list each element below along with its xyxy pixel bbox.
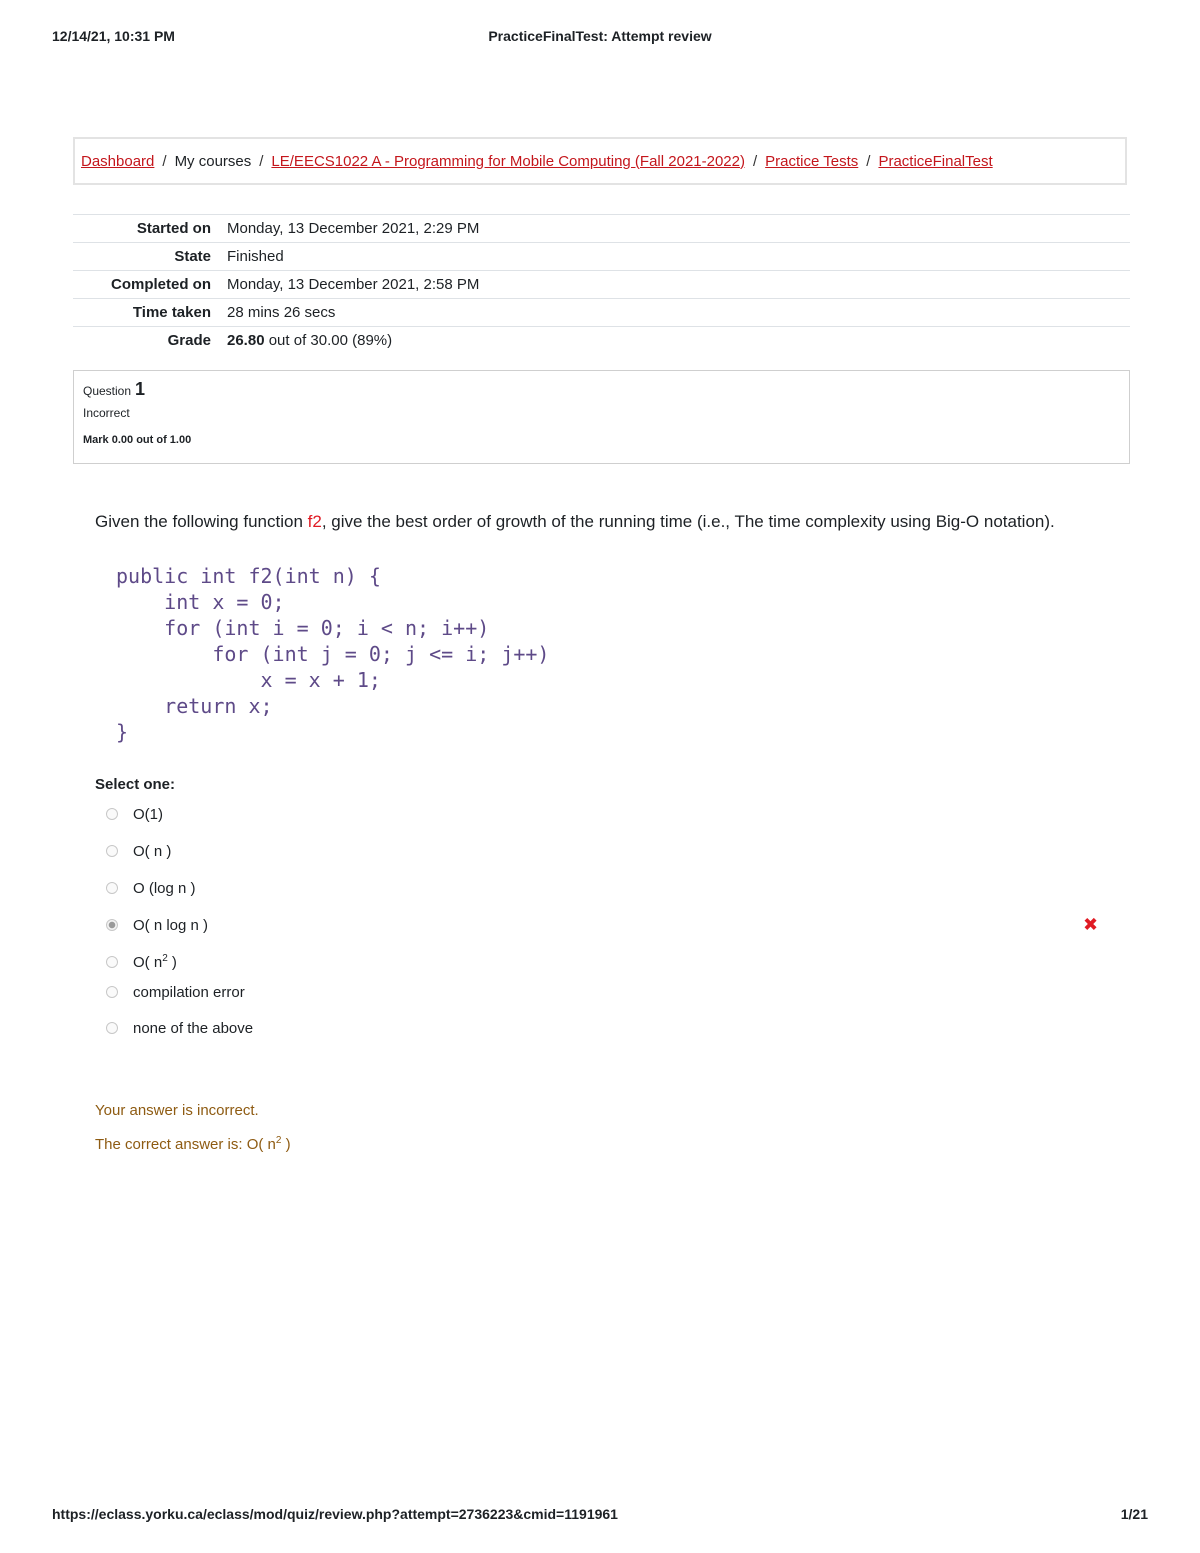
summary-row-grade <box>73 326 1130 354</box>
question-text <box>95 510 1085 533</box>
print-footer <box>52 1506 1148 1526</box>
feedback-incorrect: Your answer is incorrect. <box>95 1102 259 1119</box>
code-line: for (int i = 0; i < n; i++) <box>116 616 490 640</box>
print-url: https://eclass.yorku.ca/eclass/mod/quiz/review.php?attempt=2736223&cmid=1191961 <box>52 1506 618 1522</box>
answer-label: O( n ) <box>133 842 172 860</box>
answer-label: O( n log n ) <box>133 916 209 934</box>
summary-value <box>227 332 392 349</box>
answer-option[interactable] <box>104 876 1104 900</box>
code-line: } <box>116 720 129 744</box>
summary-row-started <box>73 214 1130 242</box>
answer-option[interactable] <box>104 839 1104 863</box>
answer-option[interactable] <box>104 1016 1104 1040</box>
answer-option-selected[interactable] <box>104 913 1104 937</box>
question-label: Question <box>83 384 132 398</box>
print-header <box>52 28 1148 48</box>
summary-value: Monday, 13 December 2021, 2:29 PM <box>227 220 480 237</box>
breadcrumb-separator: / <box>753 152 758 170</box>
breadcrumb-quiz-link[interactable]: PracticeFinalTest <box>878 152 993 170</box>
answer-option[interactable] <box>104 950 1104 974</box>
answer-label: O( $n^2$ ) <box>133 953 177 971</box>
breadcrumb-separator: / <box>162 152 167 170</box>
summary-label: Completed on <box>111 276 211 293</box>
question-mark: Mark 0.00 out of 1.00 <box>83 434 192 446</box>
answer-label: O(1) <box>133 805 163 823</box>
answer-label: O (log n ) <box>133 879 196 897</box>
question-text-before: Given the following function <box>95 512 308 531</box>
radio-button[interactable] <box>106 956 118 968</box>
breadcrumb-course-link[interactable]: LE/EECS1022 A - Programming for Mobile Computing (Fall 2021-2022) <box>271 152 745 170</box>
print-page-number: 1/21 <box>1120 1506 1148 1522</box>
question-number-value: 1 <box>135 379 146 399</box>
print-title: PracticeFinalTest: Attempt review <box>488 28 712 44</box>
code-line: int x = 0; <box>116 590 285 614</box>
breadcrumb-practice-tests-link[interactable]: Practice Tests <box>765 152 859 170</box>
summary-row-state <box>73 242 1130 270</box>
answer-options <box>104 802 1104 1040</box>
answer-label: none of the above <box>133 1019 254 1037</box>
select-one-label: Select one: <box>95 776 176 793</box>
code-block <box>116 563 549 745</box>
summary-row-completed <box>73 270 1130 298</box>
question-state: Incorrect <box>83 406 130 420</box>
print-datetime: 12/14/21, 10:31 PM <box>52 28 175 44</box>
summary-value: Monday, 13 December 2021, 2:58 PM <box>227 276 480 293</box>
question-feedback <box>95 1102 291 1168</box>
code-line: x = x + 1; <box>116 668 381 692</box>
radio-button[interactable] <box>106 986 118 998</box>
breadcrumb-separator: / <box>259 152 264 170</box>
cross-icon: ✖ <box>1083 914 1099 935</box>
breadcrumb-dashboard-link[interactable]: Dashboard <box>81 152 155 170</box>
answer-option[interactable] <box>104 980 1104 1004</box>
radio-button[interactable] <box>106 1022 118 1034</box>
summary-value: Finished <box>227 248 284 265</box>
question-info-box <box>73 370 1130 464</box>
breadcrumb-my-courses: My courses <box>174 152 252 170</box>
code-line: return x; <box>116 694 273 718</box>
question-number <box>83 379 1120 400</box>
function-name: f2 <box>307 512 322 531</box>
code-line: for (int j = 0; j <= i; j++) <box>116 642 550 666</box>
breadcrumb <box>73 137 1127 185</box>
summary-label: Grade <box>167 332 211 349</box>
attempt-summary-table <box>73 214 1130 354</box>
grade-total: out of 30.00 (89%) <box>264 332 393 349</box>
answer-option[interactable] <box>104 802 1104 826</box>
radio-button-checked[interactable] <box>106 919 118 931</box>
question-text-after: , give the best order of growth of the running time (i.e., The time complexity using Big-O notation). <box>321 512 1055 531</box>
summary-label: State <box>174 248 211 265</box>
feedback-correct-answer: The correct answer is: O( $n^2$ ) <box>95 1135 291 1153</box>
radio-button[interactable] <box>106 882 118 894</box>
answer-label: compilation error <box>133 983 245 1001</box>
radio-button[interactable] <box>106 808 118 820</box>
grade-score: 26.80 <box>227 332 265 349</box>
summary-value: 28 mins 26 secs <box>227 304 336 321</box>
summary-row-time-taken <box>73 298 1130 326</box>
summary-label: Started on <box>136 220 211 237</box>
radio-button[interactable] <box>106 845 118 857</box>
summary-label: Time taken <box>132 304 211 321</box>
code-line: public int f2(int n) { <box>116 564 381 588</box>
breadcrumb-separator: / <box>866 152 871 170</box>
